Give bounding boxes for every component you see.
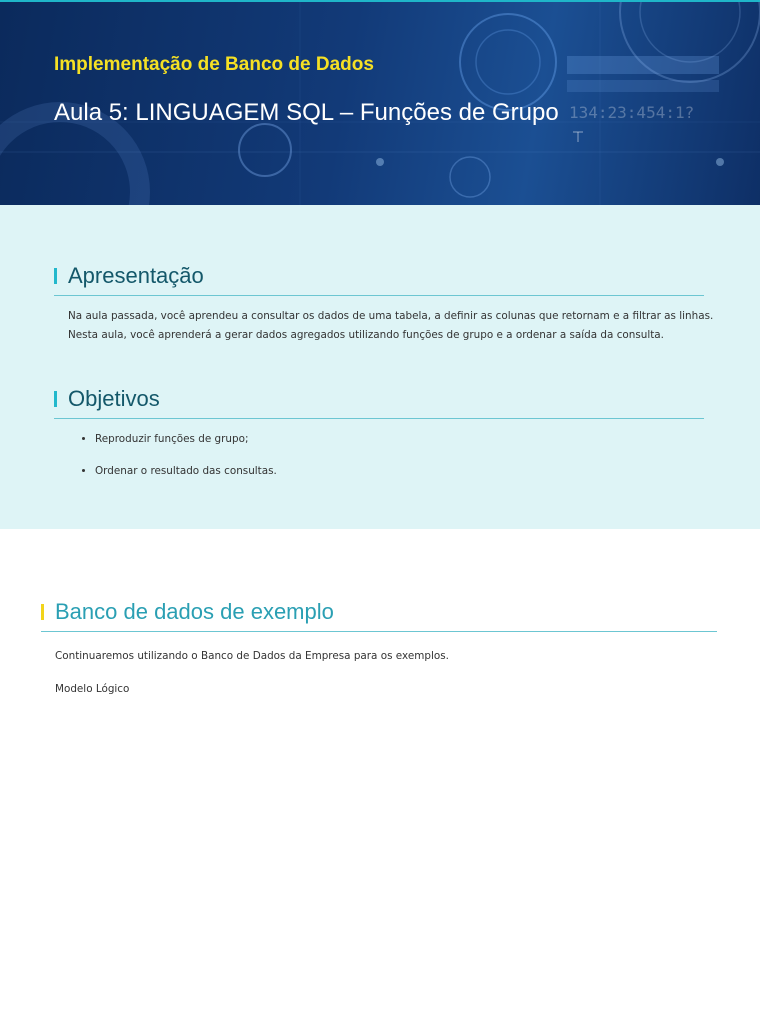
heading-marker [54, 391, 57, 407]
lesson-title: Aula 5: LINGUAGEM SQL – Funções de Grupo [54, 99, 559, 126]
presentation-line: Nesta aula, você aprenderá a gerar dados agregados utilizando funções de grupo e a ordenar a saída da consulta. [68, 329, 664, 341]
list-item: • Ordenar o resultado das consultas. [95, 464, 277, 478]
example-db-intro: Continuaremos utilizando o Banco de Dados da Empresa para os exemplos. [55, 650, 449, 662]
header-banner [0, 0, 760, 207]
heading-marker [54, 268, 57, 284]
presentation-paragraph [68, 307, 718, 345]
example-db-heading [41, 599, 717, 632]
objectives-list [68, 432, 277, 496]
presentation-heading-text: Apresentação [68, 263, 204, 288]
course-title: Implementação de Banco de Dados [54, 54, 374, 75]
objectives-heading-text: Objetivos [68, 386, 160, 411]
logical-model-label: Modelo Lógico [55, 683, 130, 695]
intro-section [0, 205, 760, 529]
example-db-heading-text: Banco de dados de exemplo [55, 599, 334, 624]
list-item: • Reproduzir funções de grupo; [95, 432, 277, 446]
heading-marker [41, 604, 44, 620]
presentation-line: Na aula passada, você aprendeu a consultar os dados de uma tabela, a definir as colunas que retornam e a filtrar as linhas. [68, 310, 714, 322]
decor-code: 134:23:454:1? [569, 103, 695, 122]
presentation-heading [54, 263, 704, 296]
objectives-heading [54, 386, 704, 419]
